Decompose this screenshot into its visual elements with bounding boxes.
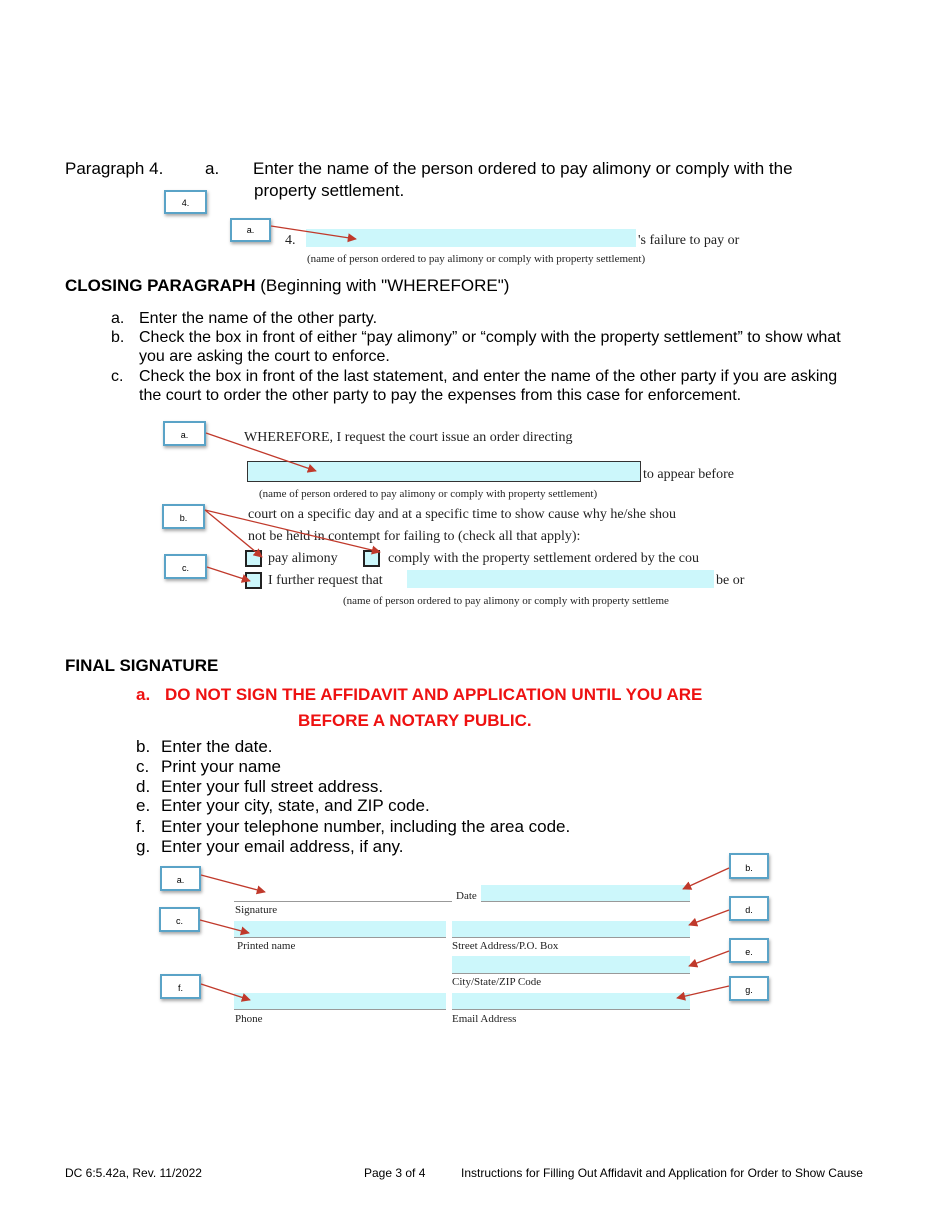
closing-caption2: (name of person ordered to pay alimony or comply with property settleme [343, 595, 669, 607]
p4-form-number: 4. [285, 233, 296, 248]
callout-sig-e: e. [729, 938, 769, 963]
street-address-label: Street Address/P.O. Box [452, 940, 559, 952]
callout-sig-d: d. [729, 896, 769, 921]
callout-closing-b: b. [162, 504, 205, 529]
paragraph4-text-line2: property settlement. [254, 181, 405, 200]
arrow-p4-a [271, 226, 356, 239]
callout-closing-a: a. [163, 421, 206, 446]
date-label: Date [456, 890, 477, 902]
arrow-sig-c [200, 920, 249, 933]
closing-item-c-line1: Check the box in front of the last statement, and enter the name of the other party if you are asking [139, 368, 838, 385]
warning-line2: BEFORE A NOTARY PUBLIC. [298, 711, 532, 730]
closing-item-b-line1: Check the box in front of either “pay alimony” or “comply with the property settlement” to show what [139, 329, 841, 346]
callout-sig-a: a. [160, 866, 201, 891]
footer-title: Instructions for Filling Out Affidavit and Application for Order to Show Cause [461, 1166, 863, 1180]
warning-letter: a. [136, 685, 151, 704]
callout-sig-c: c. [159, 907, 200, 932]
callout-4: 4. [164, 190, 207, 214]
arrow-closing-a [206, 433, 316, 471]
closing-item-b-line2: you are asking the court to enforce. [139, 348, 390, 365]
footer-form-id: DC 6:5.42a, Rev. 11/2022 [65, 1166, 202, 1180]
court-line-text: court on a specific day and at a specific time to show cause why he/she shou [248, 507, 677, 522]
closing-caption1: (name of person ordered to pay alimony or comply with property settlement) [259, 488, 598, 500]
closing-item-c-letter: c. [111, 368, 124, 385]
warning-line1: DO NOT SIGN THE AFFIDAVIT AND APPLICATION UNTIL YOU ARE [165, 685, 703, 704]
arrow-sig-a [201, 875, 265, 892]
closing-heading-rest: (Beginning with "WHEREFORE") [255, 276, 510, 295]
to-appear-text: to appear before [643, 467, 734, 482]
comply-label: comply with the property settlement ordered by the cou [388, 551, 700, 566]
callout-sig-b: b. [729, 853, 769, 879]
arrow-sig-d [689, 910, 729, 925]
final-item-b-letter: b. [136, 737, 151, 756]
further-request-label: I further request that [268, 573, 383, 588]
callout-sig-g: g. [729, 976, 769, 1001]
printed-name-label: Printed name [237, 940, 296, 952]
final-item-g-text: Enter your email address, if any. [161, 837, 404, 856]
arrow-sig-b [683, 868, 729, 889]
final-signature-heading: FINAL SIGNATURE [65, 656, 219, 675]
arrow-sig-f [201, 984, 250, 1000]
be-or-text: be or [716, 573, 745, 588]
final-item-e-text: Enter your city, state, and ZIP code. [161, 796, 430, 815]
callout-p4-a: a. [230, 218, 271, 242]
final-item-c-letter: c. [136, 757, 150, 776]
arrow-sig-e [689, 951, 729, 966]
final-item-f-letter: f. [136, 817, 146, 836]
final-item-g-letter: g. [136, 837, 151, 856]
wherefore-text: WHEREFORE, I request the court issue an order directing [244, 430, 573, 445]
signature-label: Signature [235, 904, 278, 916]
footer-page: Page 3 of 4 [364, 1166, 426, 1180]
callout-sig-f: f. [160, 974, 201, 999]
closing-item-a-letter: a. [111, 310, 125, 327]
paragraph4-text-line1: Enter the name of the person ordered to pay alimony or comply with the [253, 159, 793, 178]
final-item-f-text: Enter your telephone number, including the area code. [161, 817, 571, 836]
p4-form-suffix: 's failure to pay or [638, 233, 740, 248]
city-state-zip-label: City/State/ZIP Code [452, 976, 542, 988]
final-item-b-text: Enter the date. [161, 737, 273, 756]
closing-item-b-letter: b. [111, 329, 125, 346]
callout-closing-c: c. [164, 554, 207, 579]
final-item-e-letter: e. [136, 796, 151, 815]
closing-item-a-text: Enter the name of the other party. [139, 310, 378, 327]
arrow-closing-c [207, 567, 250, 581]
closing-item-c-line2: the court to order the other party to pay the expenses from this case for enforcement. [139, 387, 742, 404]
paragraph4-letter: a. [205, 159, 220, 178]
final-item-c-text: Print your name [161, 757, 281, 776]
email-label: Email Address [452, 1013, 517, 1025]
paragraph4-label: Paragraph 4. [65, 159, 164, 178]
final-item-d-letter: d. [136, 777, 151, 796]
arrow-sig-g [677, 986, 729, 998]
phone-label: Phone [235, 1013, 263, 1025]
p4-form-caption: (name of person ordered to pay alimony or comply with property settlement) [307, 253, 646, 265]
final-item-d-text: Enter your full street address. [161, 777, 384, 796]
pay-alimony-label: pay alimony [268, 551, 338, 566]
contempt-line-text: not be held in contempt for failing to (check all that apply): [248, 529, 581, 544]
closing-heading-bold: CLOSING PARAGRAPH [65, 276, 256, 295]
